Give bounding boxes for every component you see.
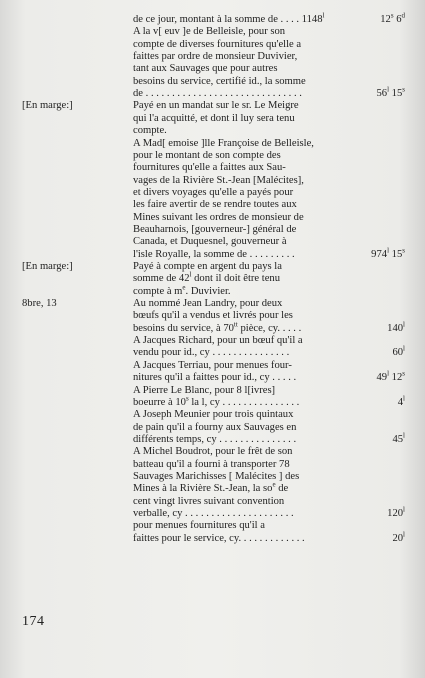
line-text: tant aux Sauvages que pour autres	[133, 63, 278, 75]
line-text: cent vingt livres suivant convention	[133, 495, 285, 507]
line-text: différents temps, cy . . . . . . . . . . . . . . .	[133, 433, 297, 445]
ledger-line	[133, 520, 265, 532]
line-text: de . . . . . . . . . . . . . . . . . . . . . . . . . . . . . .	[133, 88, 302, 100]
line-text: A Mad[ emoise ]lle Françoise de Belleisle,	[133, 137, 314, 149]
amount-unit: d	[401, 11, 405, 20]
ledger-line	[133, 187, 293, 199]
amount-value: 12	[389, 372, 403, 384]
amount	[376, 369, 405, 384]
superscript: l	[189, 270, 192, 279]
line-text: pour menues fournitures qu'il a	[133, 520, 265, 532]
ledger-line	[133, 76, 306, 88]
line-text: A Jacques Terriau, pour menues four-	[133, 359, 292, 371]
line-text: vages de la Rivière St.-Jean [Malécites],	[133, 174, 304, 186]
ledger-line	[133, 125, 167, 137]
amount	[380, 11, 405, 26]
superscript: tt	[233, 320, 238, 329]
ledger-line	[133, 100, 299, 112]
superscript: s	[185, 394, 189, 403]
amount	[371, 246, 405, 261]
superscript: e	[272, 480, 276, 489]
line-text: faittes par ordre de monsieur Duvivier,	[133, 51, 298, 63]
ledger-line	[133, 138, 314, 150]
line-text: besoins du service, certifié id., la somme	[133, 75, 306, 87]
ledger-line	[133, 51, 297, 63]
amount-value: 140	[387, 322, 404, 334]
amount	[387, 320, 405, 335]
amount-unit: l	[403, 505, 405, 514]
margin-note: [En marge:]	[22, 261, 73, 272]
ledger-line	[133, 249, 295, 261]
ledger-line	[133, 360, 292, 372]
amount-unit: l	[387, 85, 390, 94]
amount-value: 15	[389, 88, 403, 100]
superscript: e	[182, 283, 186, 292]
amount-unit: l	[403, 344, 405, 353]
ledger-line	[133, 199, 297, 211]
line-text: A Michel Boudrot, pour le frêt de son	[133, 446, 293, 458]
amount-unit: l	[403, 394, 405, 403]
amount	[387, 505, 405, 520]
ledger-line	[133, 394, 300, 409]
ledger-line	[133, 372, 296, 384]
ledger-line	[133, 236, 287, 248]
ledger-line	[133, 113, 295, 125]
amount-unit: l	[403, 530, 405, 539]
amount	[392, 530, 405, 545]
line-text: fournitures qu'elle a faittes aux Sau-	[133, 162, 286, 174]
line-text: nitures qu'il a faittes pour id., cy . . . . .	[133, 372, 297, 384]
line-text: bœufs qu'il a vendus et livrés pour les	[133, 310, 293, 322]
line-text: Sauvages Marichisses [ Malécites ] des	[133, 470, 300, 482]
amount-unit: s	[402, 246, 405, 255]
superscript: l	[322, 11, 325, 20]
ledger-line	[133, 310, 293, 322]
line-text: A la v[ euv ]e de Belleisle, pour son	[133, 26, 286, 38]
line-text: pour le montant de son compte des	[133, 149, 281, 161]
ledger-line	[133, 26, 285, 38]
line-text: Mines à la Rivière St.-Jean, la so	[133, 483, 273, 495]
amount	[397, 394, 405, 409]
line-text: compte à m	[133, 285, 183, 297]
amount-value: 4	[397, 396, 404, 408]
amount-unit: l	[403, 431, 405, 440]
ledger-line	[133, 385, 275, 397]
line-text: besoins du service, à 70	[133, 322, 234, 334]
line-text: et divers voyages qu'elle a payés pour	[133, 186, 294, 198]
line-text: l'isle Royalle, la somme de . . . . . . . . .	[133, 248, 295, 260]
line-text: compte.	[133, 125, 167, 137]
ledger-line	[133, 446, 292, 458]
amount-unit: s	[402, 85, 405, 94]
amount	[376, 85, 405, 100]
line-text: boeurre à 10	[133, 396, 186, 408]
ledger-line	[133, 320, 302, 335]
margin-note: [En marge:]	[22, 100, 73, 112]
ledger-line	[133, 347, 289, 359]
line-text: faittes pour le service, cy. . . . . . . . . . . . .	[133, 532, 305, 544]
amount-unit: l	[387, 369, 390, 378]
ledger-line	[133, 533, 305, 545]
ledger-line	[133, 409, 293, 421]
ledger-line	[133, 270, 281, 285]
ledger-line	[133, 496, 284, 508]
line-tail: de	[275, 483, 289, 495]
amount	[392, 344, 405, 359]
line-tail: pièce, cy. . . . .	[237, 322, 302, 334]
line-text: Au nommé Jean Landry, pour deux	[133, 298, 283, 310]
page-number: 174	[22, 614, 45, 629]
amount-unit: l	[403, 320, 405, 329]
line-tail: . Duvivier.	[185, 285, 231, 297]
amount-value: 49	[376, 372, 388, 384]
ledger-line	[133, 224, 296, 236]
ledger-line	[133, 283, 231, 298]
ledger-line	[133, 162, 286, 174]
amount-value: 120	[387, 508, 404, 519]
ledger-line	[133, 88, 302, 100]
ledger-line	[133, 422, 296, 434]
amount-value: 974	[371, 248, 388, 260]
line-tail: dont il doit être tenu	[191, 273, 281, 285]
ledger-line	[133, 298, 282, 310]
amount-value: 60	[392, 347, 404, 359]
line-text: verballe, cy . . . . . . . . . . . . . . . . . . . . .	[133, 508, 294, 519]
amount-value: 6	[393, 14, 402, 25]
amount-unit: s	[402, 369, 405, 378]
line-text: Payé à compte en argent du pays la	[133, 261, 282, 272]
ledger-line	[133, 39, 301, 51]
line-text: qui l'a acquitté, et dont il luy sera tenu	[133, 112, 295, 124]
ledger-line	[133, 11, 325, 26]
ledger-line	[133, 480, 289, 495]
ledger-line	[133, 175, 304, 187]
amount-value: 12	[380, 14, 391, 25]
line-text: somme de 42	[133, 273, 190, 285]
line-text: Mines suivant les ordres de monsieur de	[133, 211, 304, 223]
ledger-line	[133, 459, 290, 471]
ledger-line	[133, 150, 281, 162]
line-text: batteau qu'il a fourni à transporter 78	[133, 458, 290, 470]
line-tail: la l, cy . . . . . . . . . . . . . . .	[188, 396, 300, 408]
amount	[392, 431, 405, 446]
amount-value: 15	[389, 248, 403, 260]
amount-value: 45	[392, 433, 404, 445]
line-text: Canada, et Duquesnel, gouverneur à	[133, 236, 287, 248]
line-text: de pain qu'il a fourny aux Sauvages en	[133, 421, 297, 433]
amount-value: 20	[392, 532, 404, 544]
line-text: les faire avertir de se rendre toutes aux	[133, 199, 297, 211]
line-text: compte de diverses fournitures qu'elle a	[133, 38, 302, 50]
line-text: Beauharnois, [gouverneur-] général de	[133, 223, 297, 235]
line-text: de ce jour, montant à la somme de . . . . 1148	[133, 14, 323, 25]
amount-unit: l	[387, 246, 390, 255]
ledger-line	[133, 434, 296, 446]
amount-value: 56	[376, 88, 388, 100]
ledger-line	[133, 335, 303, 347]
line-text: A Joseph Meunier pour trois quintaux	[133, 409, 294, 421]
line-text: A Pierre Le Blanc, pour 8 l[ivres]	[133, 384, 276, 396]
ledger-line	[133, 212, 304, 224]
ledger-line	[133, 261, 282, 273]
line-text: Payé en un mandat sur le sr. Le Meigre	[133, 100, 299, 112]
ledger-line	[133, 508, 294, 520]
line-text: vendu pour id., cy . . . . . . . . . . . . . . .	[133, 347, 290, 359]
ledger-line	[133, 63, 277, 75]
line-text: A Jacques Richard, pour un bœuf qu'il a	[133, 335, 303, 347]
margin-note: 8bre, 13	[22, 298, 57, 310]
amount-unit: s	[390, 11, 394, 20]
